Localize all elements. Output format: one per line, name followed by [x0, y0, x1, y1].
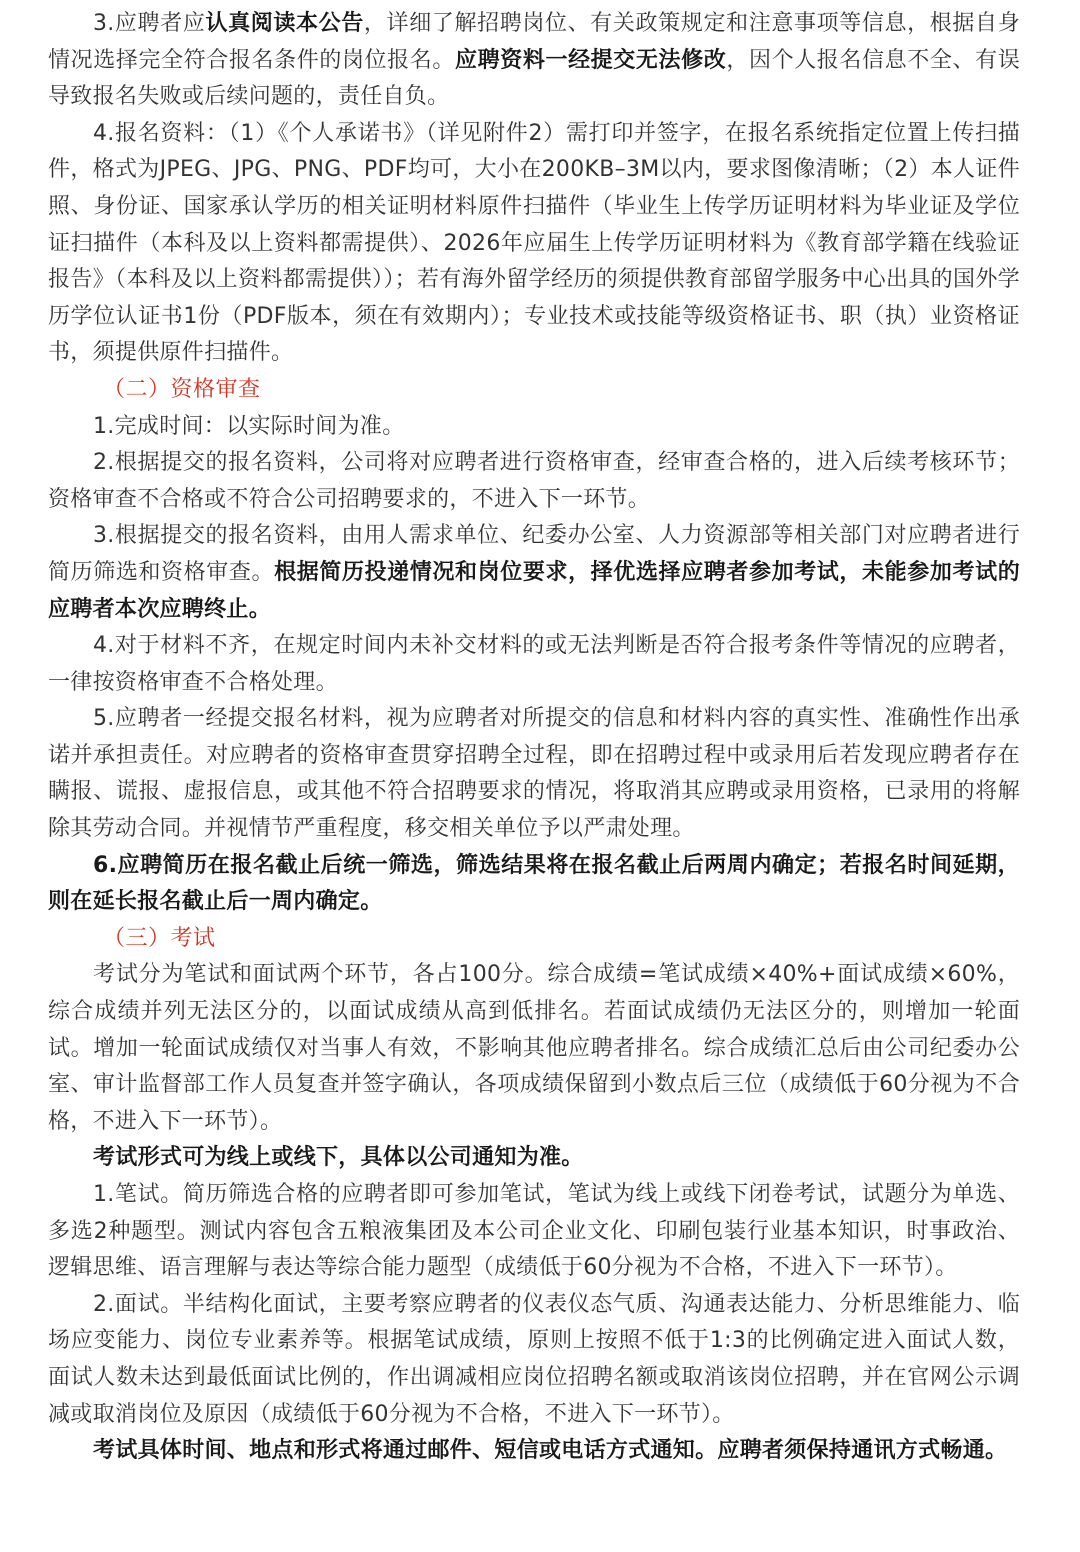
bold-text: 认真阅读本公告	[205, 11, 364, 36]
text-run: ，因个人报名信息不全、有误导致报名失败或后续问题的，责任自负。	[48, 47, 1020, 110]
text-run: 2.面试。半结构化面试，主要考察应聘者的仪表仪态气质、沟通表达能力、分析思维能力、临场应变能力、岗位专业素养等。根据笔试成绩，原则上按照不低于1:3的比例确定进入面试人数，面试人数未达到最低面试比例的，作出调减相应岗位招聘名额或取消该岗位招聘，并在官网公示调减或取消岗位及原因（成绩低于60分视为不合格，不进入下一环节）。	[48, 1291, 1020, 1427]
paragraph	[48, 957, 1020, 1140]
paragraph	[48, 116, 1020, 372]
paragraph	[48, 445, 1020, 518]
document-body	[48, 6, 1020, 1470]
text-run: 2.根据提交的报名资料，公司将对应聘者进行资格审查，经审查合格的，进入后续考核环节；资格审查不合格或不符合公司招聘要求的，不进入下一环节。	[48, 450, 1020, 512]
paragraph	[48, 848, 1020, 921]
paragraph	[48, 518, 1020, 628]
text-run: 考试分为笔试和面试两个环节，各占100分。综合成绩=笔试成绩×40%+面试成绩×60%，综合成绩并列无法区分的，以面试成绩从高到低排名。若面试成绩仍无法区分的，则增加一轮面试。增加一轮面试成绩仅对当事人有效，不影响其他应聘者排名。综合成绩汇总后由公司纪委办公室、审计监督部工作人员复查并签字确认，各项成绩保留到小数点后三位（成绩低于60分视为不合格，不进入下一环节）。	[48, 962, 1020, 1134]
bold-text: 根据简历投递情况和岗位要求，择优选择应聘者参加考试，未能参加考试的应聘者本次应聘终止。	[48, 559, 1020, 622]
text-run: 4.对于材料不齐，在规定时间内未补交材料的或无法判断是否符合报考条件等情况的应聘者，一律按资格审查不合格处理。	[48, 633, 1020, 695]
paragraph	[48, 628, 1020, 701]
paragraph	[48, 1287, 1020, 1433]
text-run: 1.完成时间：以实际时间为准。	[93, 413, 405, 439]
paragraph	[48, 701, 1020, 847]
paragraph	[48, 1433, 1020, 1470]
text-run: 3.应聘者应	[93, 11, 206, 36]
bold-text: 考试具体时间、地点和形式将通过邮件、短信或电话方式通知。应聘者须保持通讯方式畅通。	[93, 1438, 1008, 1464]
bold-text: 考试形式可为线上或线下，具体以公司通知为准。	[93, 1145, 584, 1171]
paragraph	[48, 1177, 1020, 1287]
text-run: 3.根据提交的报名资料，由用人需求单位、纪委办公室、人力资源部等相关部门对应聘者进行简历筛选和资格审查。	[48, 523, 1020, 585]
text-run: 5.应聘者一经提交报名材料，视为应聘者对所提交的信息和材料内容的真实性、准确性作出承诺并承担责任。对应聘者的资格审查贯穿招聘全过程，即在招聘过程中或录用后若发现应聘者存在瞒报、谎报、虚报信息，或其他不符合招聘要求的情况，将取消其应聘或录用资格，已录用的将解除其劳动合同。并视情节严重程度，移交相关单位予以严肃处理。	[48, 706, 1020, 842]
bold-text: 6.应聘简历在报名截止后统一筛选，筛选结果将在报名截止后两周内确定；若报名时间延期，则在延长报名截止后一周内确定。	[48, 852, 1020, 915]
paragraph	[48, 409, 1020, 446]
section-heading: （三）考试	[103, 925, 216, 951]
text-run: ，详细了解招聘岗位、有关政策规定和注意事项等信息，根据自身情况选择完全符合报名条件的岗位报名。	[48, 11, 1020, 73]
section-heading: （二）资格审查	[103, 376, 261, 402]
paragraph	[48, 6, 1020, 116]
text-run: 1.笔试。简历筛选合格的应聘者即可参加笔试，笔试为线上或线下闭卷考试，试题分为单选、多选2种题型。测试内容包含五粮液集团及本公司企业文化、印刷包装行业基本知识，时事政治、逻辑思维、语言理解与表达等综合能力题型（成绩低于60分视为不合格，不进入下一环节）。	[48, 1182, 1020, 1281]
bold-text: 应聘资料一经提交无法修改	[455, 47, 727, 73]
text-run: 4.报名资料：（1）《个人承诺书》（详见附件2）需打印并签字，在报名系统指定位置上传扫描件，格式为JPEG、JPG、PNG、PDF均可，大小在200KB–3M以内，要求图像清晰；（2）本人证件照、身份证、国家承认学历的相关证明材料原件扫描件（毕业生上传学历证明材料为毕业证及学位证扫描件（本科及以上资料都需提供）、2026年应届生上传学历证明材料为《教育部学籍在线验证报告》（本科及以上资料都需提供））；若有海外留学经历的须提供教育部留学服务中心出具的国外学历学位认证书1份（PDF版本，须在有效期内）；专业技术或技能等级资格证书、职（执）业资格证书，须提供原件扫描件。	[48, 120, 1020, 366]
paragraph	[48, 1140, 1020, 1177]
